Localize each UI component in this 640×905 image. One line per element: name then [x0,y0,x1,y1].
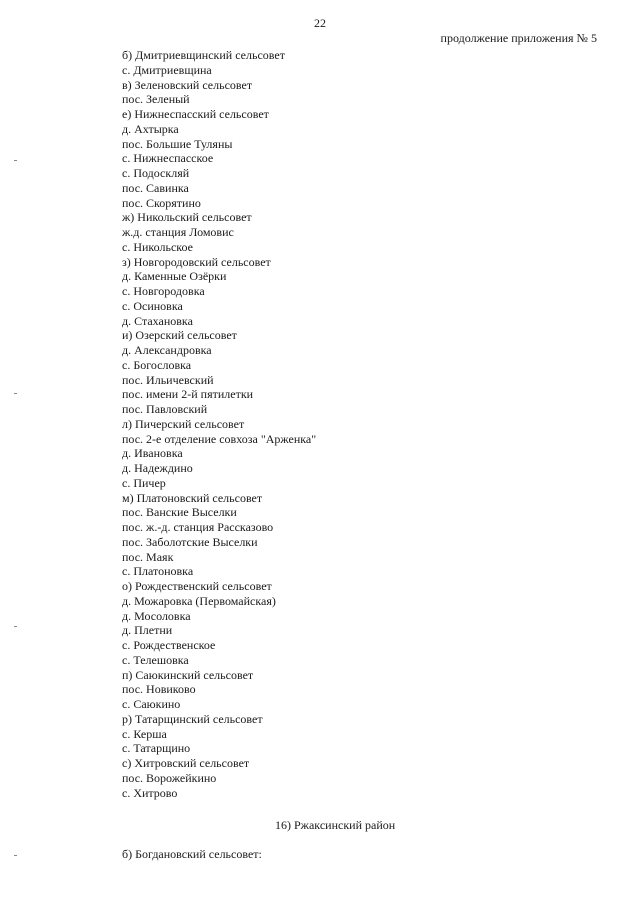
list-item: с. Подоскляй [122,166,190,180]
list-item: с. Хитрово [122,785,178,800]
list-item: ж) Никольский сельсовет [122,210,252,225]
list-item: д. Ивановка [122,446,183,461]
list-item: д. Можаровка (Первомайская) [122,593,276,608]
list-item: с. Керша [122,726,167,741]
district-heading: 16) Ржаксинский район [275,818,396,832]
list-item: д. Каменные Озёрки [122,269,227,284]
list-item: пос. Павловский [122,402,208,416]
list-item: с. Нижнеспасское [122,151,214,166]
list-item: пос. Большие Туляны [122,136,233,151]
list-item: е) Нижнеспасский сельсовет [122,107,269,121]
list-item: пос. Заболотские Выселки [122,534,258,549]
list-item: с) Хитровский сельсовет [122,756,250,770]
list-item: в) Зеленовский сельсовет [122,77,253,92]
list-item: б) Дмитриевщинский сельсовет [122,48,285,62]
list-item: с. Саюкино [122,697,181,711]
margin-mark [14,160,17,161]
list-item: пос. Скорятино [122,195,201,210]
list-item: д. Мосоловка [122,608,191,623]
list-item: д. Надеждино [122,461,193,475]
list-item: д. Плетни [122,623,173,638]
margin-mark [14,393,17,394]
list-item: с. Телешовка [122,652,189,667]
list-item: с. Богословка [122,357,192,372]
list-item-last: б) Богдановский сельсовет: [122,847,262,861]
margin-mark [14,626,17,627]
list-item: с. Пичер [122,475,166,490]
list-item: с. Осиновка [122,298,183,313]
list-item: пос. 2-е отделение совхоза "Арженка" [122,431,317,446]
list-item: с. Татарщино [122,741,191,756]
list-item: и) Озерский сельсовет [122,328,237,343]
list-item: пос. Зеленый [122,92,190,107]
list-item: пос. ж.-д. станция Рассказово [122,520,274,534]
list-item: пос. Ванские Выселки [122,505,237,520]
list-item: ж.д. станция Ломовис [122,225,234,239]
margin-mark [14,855,17,856]
list-item: м) Платоновский сельсовет [122,490,263,505]
list-item: о) Рождественский сельсовет [122,579,272,593]
list-item: пос. Маяк [122,549,174,564]
settlement-list [122,48,316,800]
list-item: пос. имени 2-й пятилетки [122,387,254,402]
appendix-continuation-note: продолжение приложения № 5 [440,31,597,45]
page-number: 22 [314,16,326,30]
list-item: пос. Новиково [122,682,196,697]
list-item: с. Дмитриевщина [122,62,212,77]
list-item: з) Новгородовский сельсовет [122,254,271,269]
list-item: с. Платоновка [122,564,194,579]
list-item: р) Татарщинский сельсовет [122,711,263,726]
list-item: л) Пичерский сельсовет [122,416,245,431]
list-item: с. Никольское [122,239,193,254]
list-item: д. Стахановка [122,313,193,328]
list-item: д. Александровка [122,343,212,357]
list-item: д. Ахтырка [122,121,179,136]
list-item: пос. Савинка [122,180,189,195]
list-item: с. Рождественское [122,638,216,652]
list-item: п) Саюкинский сельсовет [122,667,254,682]
list-item: пос. Ворожейкино [122,770,217,785]
list-item: с. Новгородовка [122,284,205,298]
list-item: пос. Ильичевский [122,372,214,387]
